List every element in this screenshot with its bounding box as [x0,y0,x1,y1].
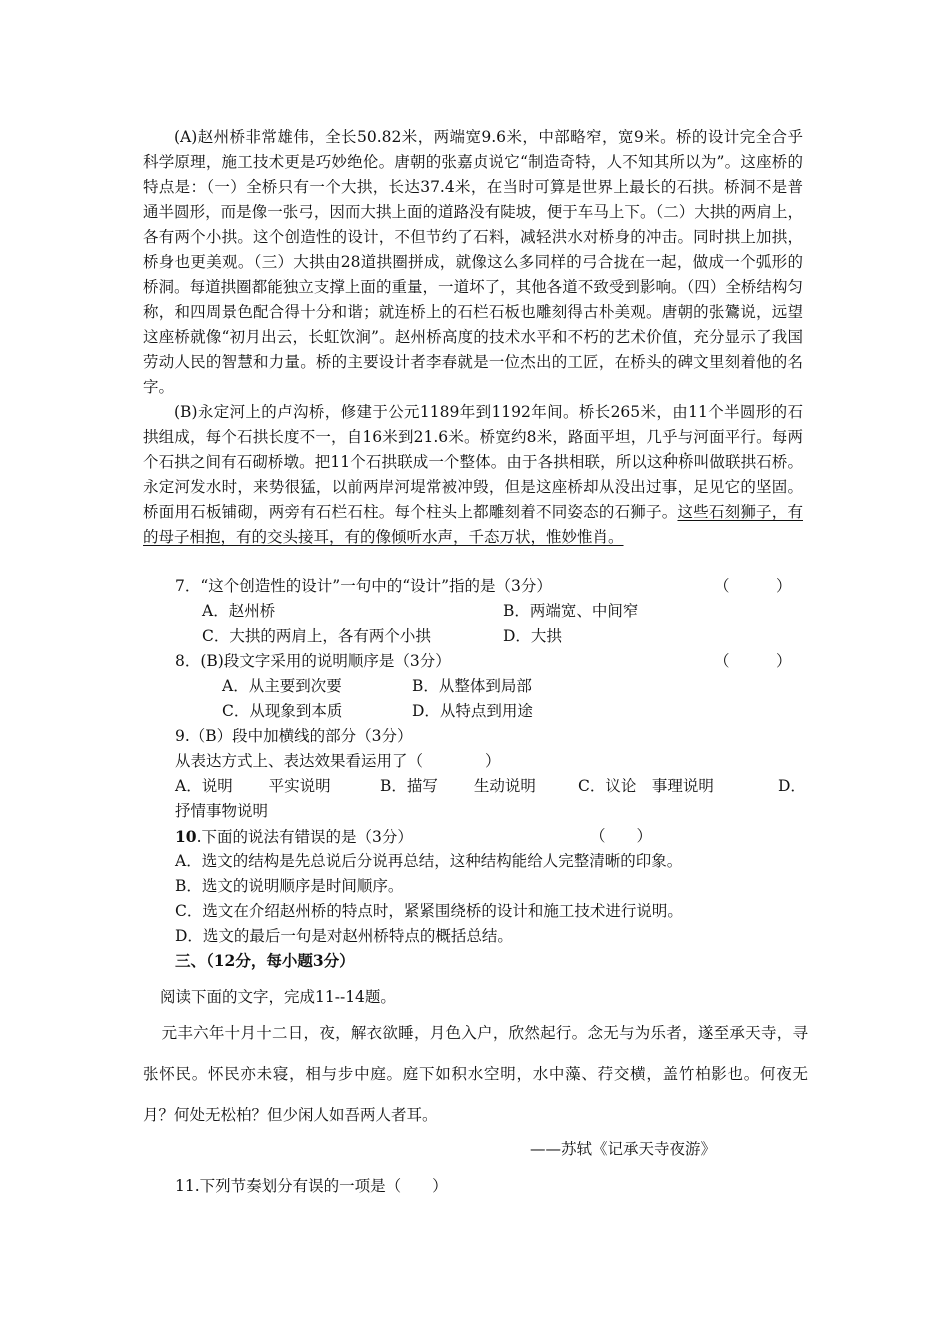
q7-option-b: B．两端宽、中间窄 [503,602,639,620]
passage-b-part2: 与河面平行。每两个石拱之间有石砌桥墩。把11个石拱联成一个整体。由于各拱相联，所以这种桥叫做联拱石桥。永定河发水时，来势很猛，以前两岸河堤常被冲毁，但是这座桥却从没出过事，足见它的坚固。桥面用石板铺砌，两旁有石栏石柱。每个柱头上都雕刻着不同姿态的石狮子。 [143,428,803,521]
underlined-sentence: 这些石刻狮子，有的母子相抱，有的交头接耳，有的像倾听水声，千态万状，惟妙惟肖。 [143,503,803,546]
q9-substem: 从表达方式上、表达效果看运用了（ ） [175,752,501,770]
q9-option-c: C．议论 事理说明 [578,777,714,795]
q9-option-b: B．描写 生动说明 [380,777,536,795]
q9-option-d-head: D． [778,777,806,795]
emphasis-dot-char-2: 乎 [662,428,678,446]
q9-option-a: A．说明 平实说明 [175,777,331,795]
q7-stem: 7．“这个创造性的设计”一句中的“设计”指的是（3分） [175,577,552,595]
q10-option-d: D．选文的最后一句是对赵州桥特点的概括总结。 [175,927,513,945]
q8-option-a: A．从主要到次要 [222,677,342,695]
section3-title: 三、（12分，每小题3分） [175,951,355,970]
attribution: ——苏轼《记承天寺夜游》 [530,1140,717,1158]
q11-stem: 11.下列节奏划分有误的一项是（ ） [175,1177,448,1195]
q8-stem: 8．(B)段文字采用的说明顺序是（3分） [175,652,451,670]
q7-option-c: C．大拱的两肩上，各有两个小拱 [202,627,431,645]
section3-instruction: 阅读下面的文字，完成11--14题。 [160,988,396,1006]
q10-stem-text: .下面的说法有错误的是（3分） [196,828,413,846]
q7-option-a: A．赵州桥 [202,602,276,620]
q9-stem: 9.（B）段中加横线的部分（3分） [175,727,413,745]
q10-number: 10 [175,827,197,846]
classical-text: 元丰六年十月十二日，夜，解衣欲睡，月色入户，欣然起行。念无与为乐者，遂至承天寺，寻张怀民。怀民亦未寝，相与步中庭。庭下如积水空明，水中藻、荇交横，盖竹柏影也。何夜无月？何处无松柏？但少闲人如吾两人者耳。 [143,1024,808,1124]
q10-answer-paren: （ ） [590,827,653,845]
q7-answer-paren: （ ） [714,577,792,595]
q8-answer-paren: （ ） [714,652,792,670]
q10-option-b: B．选文的说明顺序是时间顺序。 [175,877,404,895]
emphasis-dot-char-1: 几 [646,428,663,446]
q8-option-c: C．从现象到本质 [222,702,343,720]
passage-b-part1: (B)永定河上的卢沟桥，修建于公元1189年到1192年间。桥长265米，由11个半圆形的石拱组成，每个石拱长度不一，自16米到21.6米。桥宽约8米，路面平坦， [143,403,803,446]
q9-option-d-tail: 抒情事物说明 [175,802,269,820]
passage-a: (A)赵州桥非常雄伟，全长50.82米，两端宽9.6米，中部略窄，宽9米。桥的设计完全合乎科学原理，施工技术更是巧妙绝伦。唐朝的张嘉贞说它“制造奇特，人不知其所以为”。这座桥的特点是：（一）全桥只有一个大拱，长达37.4米，在当时可算是世界上最长的石拱。桥洞不是普通半圆形，而是像一张弓，因而大拱上面的道路没有陡坡，便于车马上下。（二）大拱的两肩上，各有两个小拱。这个创造性的设计，不但节约了石料，减轻洪水对桥身的冲击。同时拱上加拱，桥身也更美观。（三）大拱由28道拱圈拼成，就像这么多同样的弓合拢在一起，做成一个弧形的桥洞。每道拱圈都能独立支撑上面的重量，一道坏了，其他各道不致受到影响。（四）全桥结构匀称，和四周景色配合得十分和谐；就连桥上的石栏石板也雕刻得古朴美观。唐朝的张鷟说，远望这座桥就像“初月出云，长虹饮涧”。赵州桥高度的技术水平和不朽的艺术价值，充分显示了我国劳动人民的智慧和力量。桥的主要设计者李春就是一位杰出的工匠，在桥头的碑文里刻着他的名字。 [143,128,803,396]
q8-option-b: B．从整体到局部 [412,677,532,695]
q7-option-d: D．大拱 [503,627,562,645]
q8-option-d: D．从特点到用途 [412,702,533,720]
q10-option-c: C．选文在介绍赵州桥的特点时，紧紧围绕桥的设计和施工技术进行说明。 [175,902,683,920]
q10-stem [175,824,413,850]
passage-b [143,400,803,550]
q10-option-a: A．选文的结构是先总说后分说再总结，这种结构能给人完整清晰的印象。 [175,852,683,870]
